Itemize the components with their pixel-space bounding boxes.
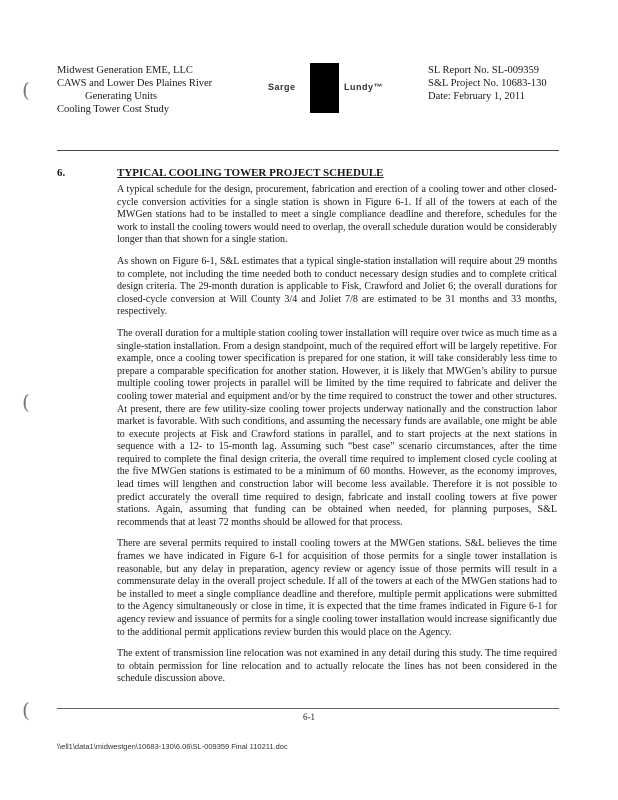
footer-file-path: \\ell1\data1\midwestgen\10683-130\6.06\SL-009359 Final 110211.doc: [57, 742, 288, 751]
paragraph-4: There are several permits required to install cooling towers at the MWGen stations. S&L believes the time frames we have indicated in Figure 6-1 for acquisition of those permits for a single tower installation is reasonable, but any delay in preparation, agency review or agency issue of those permits will result in a commensurate delay in the overall project schedule. If all of the towers at each of the MWGen stations had to be installed to meet a single compliance deadline and therefore, multiple permit applications were submitted to the Agency simultaneously or close in time, it is expected that the time frames indicated in Figure 6-1 for agency review and issuance of permits for a single cooling tower installation would increase significantly due to the additional permit applications review burden this would place on the Agency.: [117, 538, 557, 638]
sargent-lundy-logo: [268, 63, 418, 113]
section-number: 6.: [57, 167, 66, 179]
punch-hole-middle: (: [22, 390, 30, 414]
section-title: TYPICAL COOLING TOWER PROJECT SCHEDULE: [117, 167, 384, 179]
header-units: Generating Units: [85, 91, 158, 102]
paragraph-5: The extent of transmission line relocation was not examined in any detail during this study. The time required to obtain permission for line relocation and to actually relocate the lines has not been considered in the schedule discussion above.: [117, 648, 557, 685]
header-study: Cooling Tower Cost Study: [57, 104, 169, 115]
header-report-number: SL Report No. SL-009359: [428, 65, 540, 76]
logo-text-right: Lundy™: [344, 82, 383, 92]
paragraph-1: A typical schedule for the design, procurement, fabrication and erection of a cooling tower and other closed-cycle conversion activities for a single station is shown in Figure 6-1. If all of the towers at each of the MWGen stations had to be installed to meet a single compliance deadline and therefore, schedules for the work to install the cooling towers would need to overlap, the overall schedule duration would be considerably longer than that shown for a single station.: [117, 184, 557, 246]
logo-text-left: Sarge: [268, 82, 296, 92]
header-left: [57, 64, 212, 116]
header-divider: [57, 150, 559, 151]
header-right: [428, 64, 547, 103]
punch-hole-top: (: [22, 78, 30, 102]
header-project-number: S&L Project No. 10683-130: [428, 78, 547, 89]
paragraph-3: The overall duration for a multiple station cooling tower installation will require over twice as much time as a single-station installation. From a design standpoint, much of the required effort will be largely repetitive. For example, once a cooling tower specification is prepared for one station, it will take considerably less time to prepare a comparable specification for another station. However, it is likely that MWGen’s ability to pursue multiple cooling tower projects in parallel will be limited by the time required to fabricate and deliver the cooling tower material and equipment and/or by the time required to construct the tower and other structures. At present, there are few utility-size cooling tower projects underway nationally and the construction labor market is favorable. With such conditions, and assuming the necessary funds are available, one might be able to execute projects at Fisk and Crawford stations in parallel, and to start projects at the next stations in sequence with a 12- to 15-month lag. Assuming such “best case” scenario circumstances, after the time required to complete the final design criteria, the overall time required to implement closed cycle cooling at the five MWGen stations is estimated to be a minimum of 60 months. However, as the economy improves, lead times will lengthen and construction labor will become less available. Therefore it is not possible to predict accurately the overall time required to design, fabricate and install cooling towers at five power stations. Again, assuming that funding can be obtained when needed, for planning purposes, S&L recommends that at least 72 months should be allowed for that process.: [117, 327, 557, 528]
header-project: CAWS and Lower Des Plaines River: [57, 78, 213, 89]
body-text: [117, 184, 557, 695]
logo-black-block: [310, 63, 339, 113]
header-company: Midwest Generation EME, LLC: [57, 65, 193, 76]
punch-hole-bottom: (: [22, 698, 30, 722]
page-number: 6-1: [303, 712, 315, 722]
paragraph-2: As shown on Figure 6-1, S&L estimates that a typical single-station installation will require about 29 months to complete, not including the time needed both to conduct necessary design studies and to complete critical design criteria. The 29-month duration is applicable to Fisk, Crawford and Joliet 6; the overall durations for closed-cycle conversion at Will County 3/4 and Joliet 7/8 are estimated to be 31 months and 33 months, respectively.: [117, 255, 557, 318]
footer-divider: [57, 708, 559, 709]
header-date: Date: February 1, 2011: [428, 91, 526, 102]
